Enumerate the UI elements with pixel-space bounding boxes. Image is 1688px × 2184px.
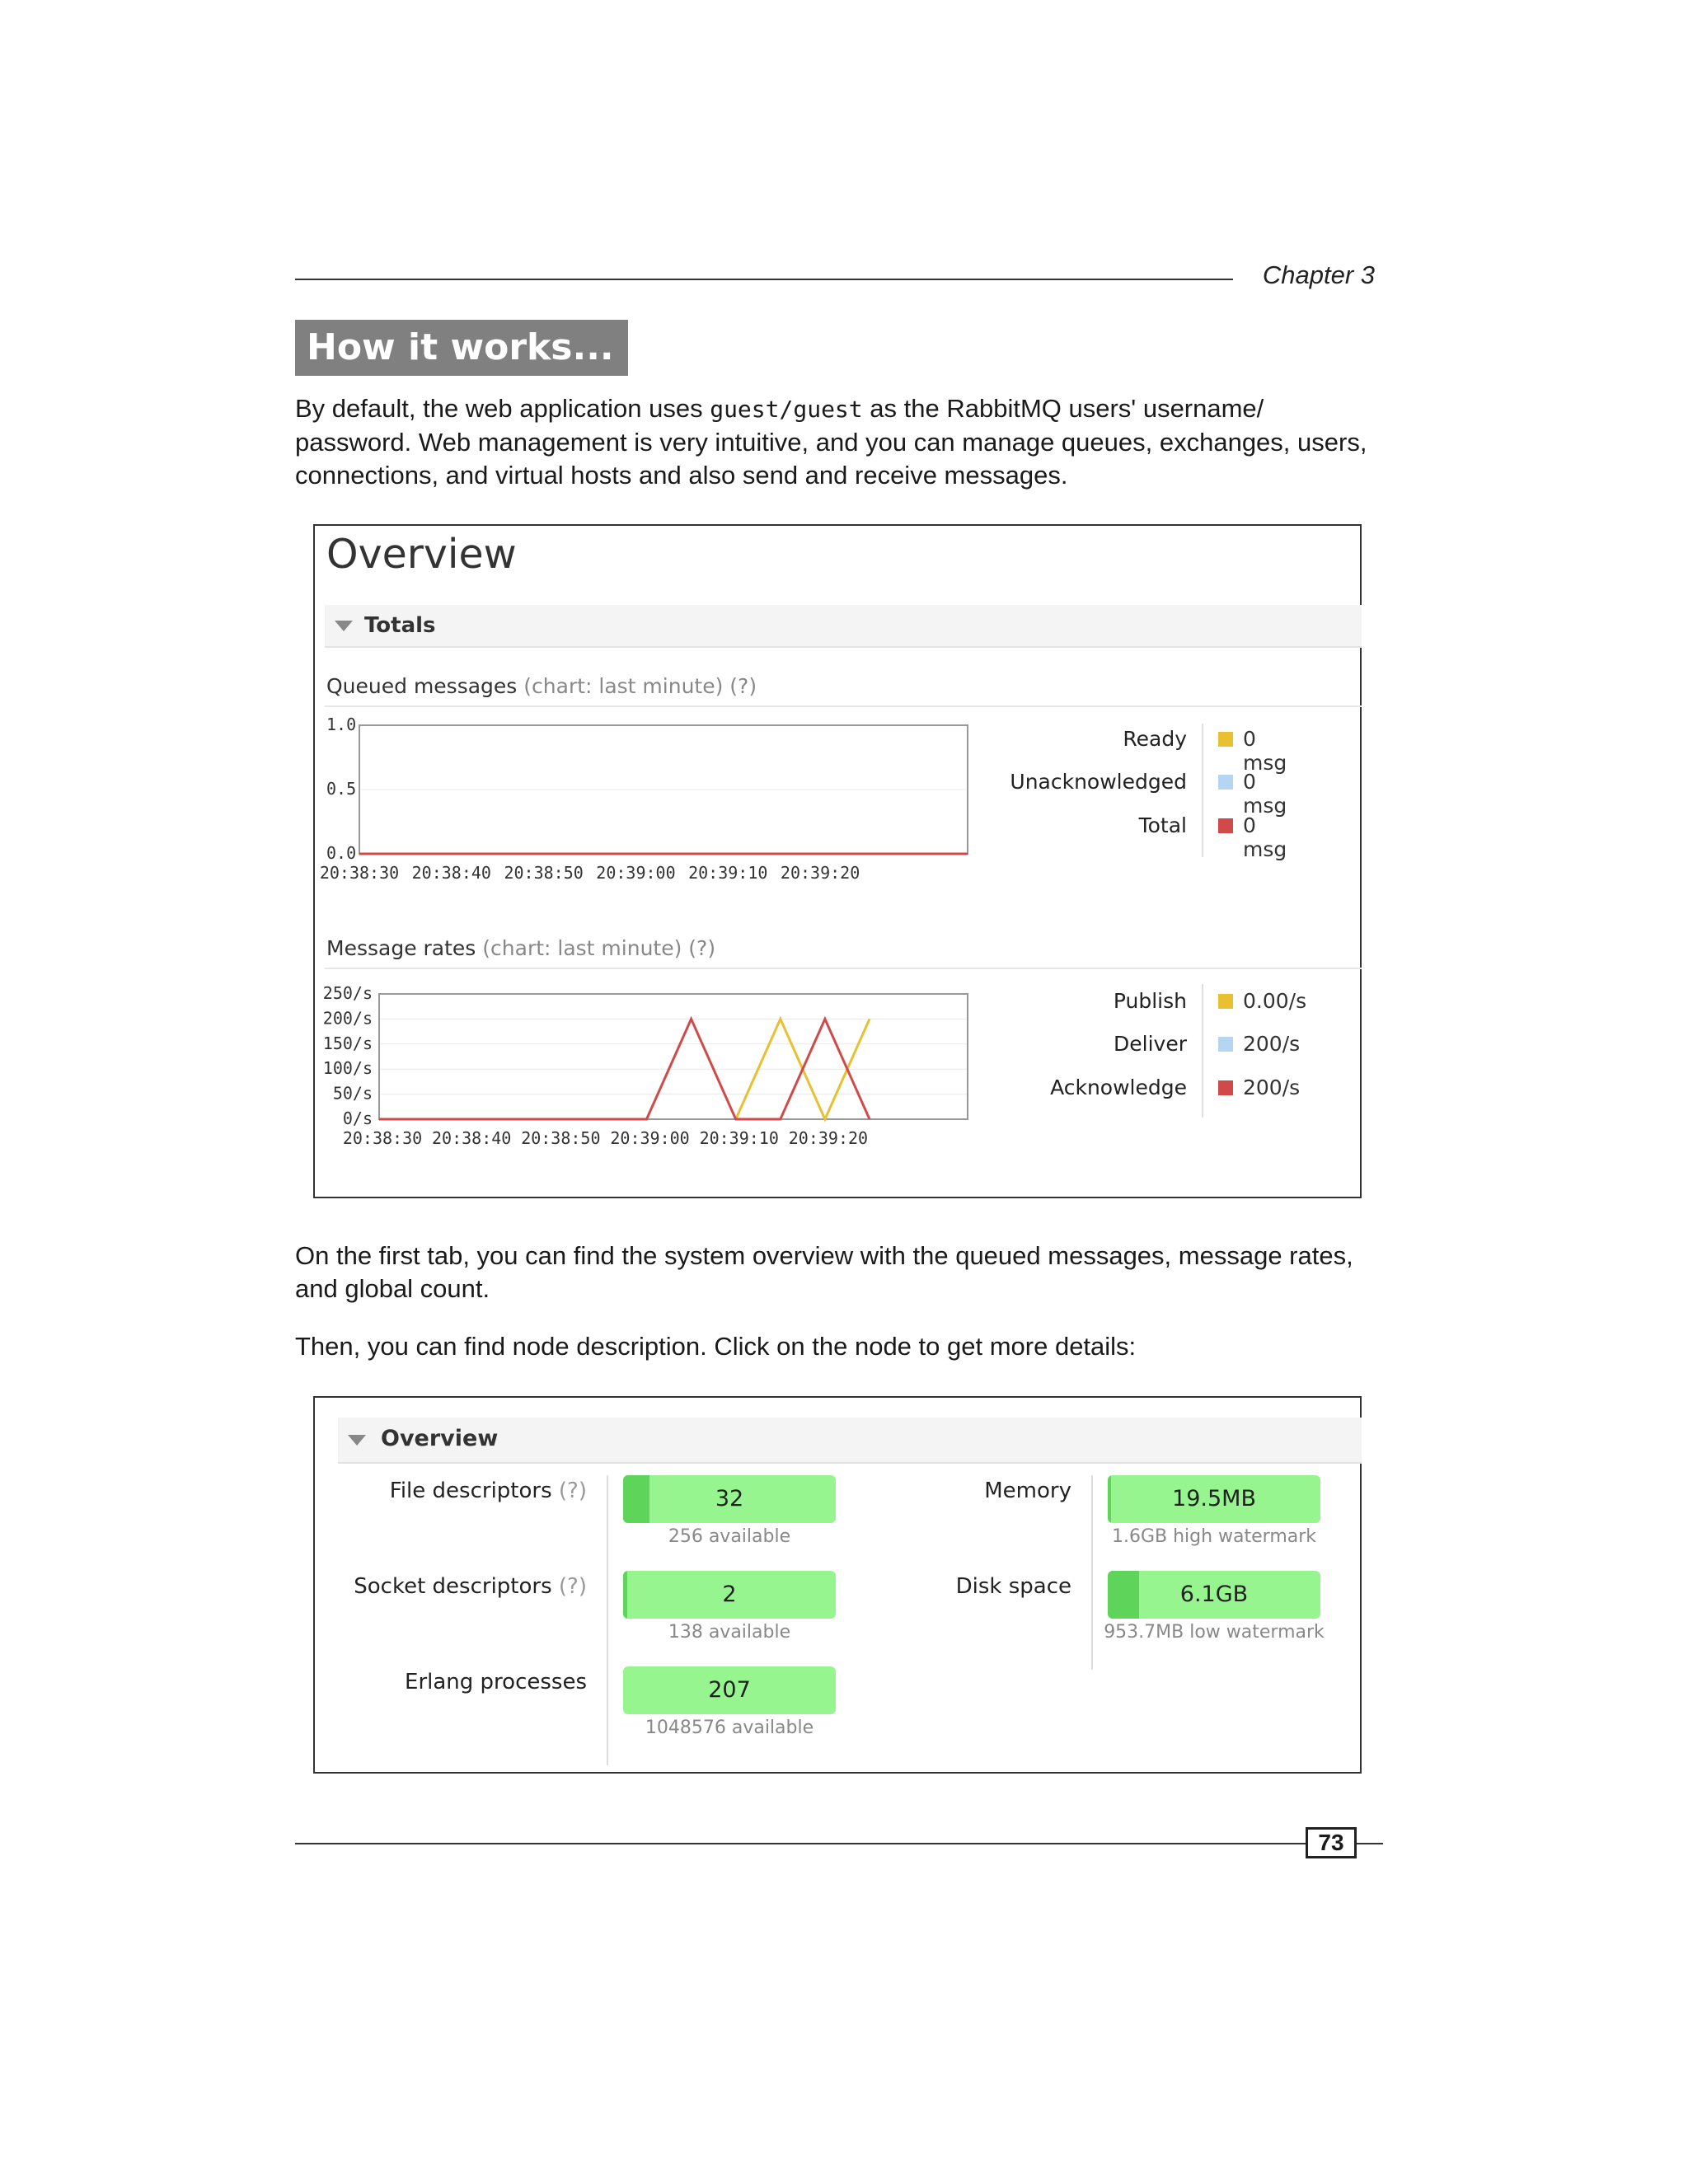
legend-unacked-label: Unacknowledged (1010, 770, 1187, 794)
right-column-divider (1091, 1475, 1093, 1670)
x-tick-label: 20:39:10 (699, 1128, 779, 1148)
socket-descriptors-label (315, 1574, 587, 1599)
x-tick-label: 20:38:30 (342, 1128, 423, 1148)
socket-descriptors-meter (623, 1571, 836, 1619)
page-number: 73 (1306, 1827, 1357, 1858)
memory-meter (1108, 1475, 1320, 1523)
node-overview-label: Overview (381, 1426, 499, 1451)
x-tick-label: 20:39:20 (788, 1128, 869, 1148)
intro-paragraph (295, 392, 1383, 492)
rates-heading-text: Message rates (326, 936, 476, 960)
queued-legend-divider (1202, 724, 1203, 857)
disk-space-value: 6.1GB (1179, 1582, 1249, 1607)
overview-paragraph: On the first tab, you can find the system overview with the queued messages, message rates, and global count. (295, 1241, 1353, 1303)
file-descriptors-available: 256 available (668, 1526, 791, 1547)
intro-text-end: as the RabbitMQ users' username/ password. Web management is very intuitive, and you can manage queues, exchanges, users, connections, and virtual hosts and also send and receive messages. (295, 394, 1367, 490)
file-descriptors-label (315, 1479, 587, 1503)
y-tick-label: 0.5 (326, 779, 357, 799)
credentials-code: guest/guest (710, 396, 863, 423)
left-column-divider (607, 1475, 608, 1765)
legend-ready-value: 0 msg (1243, 727, 1287, 775)
rates-hint[interactable]: (chart: last minute) (?) (482, 936, 716, 960)
totals-toggle[interactable] (325, 605, 1362, 648)
erlang-processes-meter (623, 1666, 836, 1714)
y-tick-label: 1.0 (326, 715, 357, 734)
intro-text-start: By default, the web application uses (295, 394, 710, 423)
y-tick-label: 150/s (322, 1033, 373, 1053)
memory-watermark: 1.6GB high watermark (1111, 1526, 1317, 1547)
legend-ready-label: Ready (1123, 727, 1187, 751)
y-tick-label: 100/s (322, 1058, 373, 1079)
section-heading: How it works... (295, 320, 628, 376)
erlang-processes-available: 1048576 available (645, 1718, 814, 1738)
header-rule (295, 279, 1233, 280)
erlang-processes-label: Erlang processes (405, 1670, 587, 1694)
y-tick-label: 0.0 (326, 843, 357, 863)
node-screenshot (313, 1396, 1362, 1774)
y-tick-label: 0/s (342, 1108, 373, 1128)
queued-rule (325, 705, 1362, 707)
x-tick-label: 20:38:40 (411, 863, 491, 883)
totals-label: Totals (364, 613, 436, 638)
legend-deliver-value: 200/s (1243, 1032, 1301, 1056)
legend-unacked-swatch (1218, 775, 1233, 790)
rates-heading (326, 936, 715, 960)
queued-heading (326, 674, 757, 698)
legend-total-swatch (1218, 818, 1233, 833)
x-tick-label: 20:38:50 (521, 1128, 601, 1148)
collapse-triangle-icon (348, 1435, 366, 1446)
collapse-triangle-icon (335, 621, 353, 631)
node-overview-toggle[interactable] (338, 1418, 1362, 1464)
overview-screenshot (313, 524, 1362, 1198)
queued-heading-text: Queued messages (326, 674, 518, 698)
x-tick-label: 20:38:40 (432, 1128, 512, 1148)
rates-legend-divider (1202, 984, 1203, 1118)
legend-ready-swatch (1218, 732, 1233, 747)
file-descriptors-hint[interactable]: (?) (558, 1479, 587, 1503)
legend-unacked-value: 0 msg (1243, 770, 1287, 818)
socket-descriptors-value: 2 (722, 1582, 737, 1607)
queued-chart (315, 710, 974, 900)
x-tick-label: 20:39:00 (596, 863, 676, 883)
legend-ack-swatch (1218, 1080, 1233, 1095)
x-tick-label: 20:39:20 (780, 863, 860, 883)
disk-space-watermark: 953.7MB low watermark (1104, 1622, 1325, 1643)
legend-publish-value: 0.00/s (1243, 989, 1307, 1013)
overview-title: Overview (326, 531, 517, 578)
memory-label: Memory (984, 1479, 1071, 1503)
memory-value: 19.5MB (1172, 1486, 1256, 1511)
x-tick-label: 20:38:30 (319, 863, 400, 883)
y-tick-label: 250/s (322, 983, 373, 1003)
erlang-processes-value: 207 (708, 1677, 751, 1703)
x-tick-label: 20:39:00 (610, 1128, 690, 1148)
legend-deliver-label: Deliver (1114, 1032, 1187, 1056)
rates-chart (315, 972, 974, 1179)
x-tick-label: 20:38:50 (504, 863, 584, 883)
y-tick-label: 50/s (332, 1083, 373, 1104)
legend-publish-swatch (1218, 994, 1233, 1009)
legend-deliver-swatch (1218, 1037, 1233, 1052)
chapter-label: Chapter 3 (1262, 260, 1375, 289)
node-paragraph: Then, you can find node description. Click on the node to get more details: (295, 1332, 1137, 1361)
disk-space-label: Disk space (955, 1574, 1071, 1599)
socket-descriptors-text: Socket descriptors (354, 1574, 552, 1599)
x-tick-label: 20:39:10 (688, 863, 768, 883)
y-tick-label: 200/s (322, 1008, 373, 1029)
file-descriptors-meter (623, 1475, 836, 1523)
legend-ack-value: 200/s (1243, 1076, 1301, 1099)
legend-total-value: 0 msg (1243, 813, 1287, 861)
socket-descriptors-hint[interactable]: (?) (558, 1574, 587, 1599)
disk-space-meter (1108, 1571, 1320, 1619)
queued-hint[interactable]: (chart: last minute) (?) (523, 674, 757, 698)
footer-rule (295, 1843, 1383, 1844)
legend-total-label: Total (1138, 813, 1187, 837)
file-descriptors-text: File descriptors (389, 1479, 552, 1503)
legend-publish-label: Publish (1113, 989, 1187, 1013)
socket-descriptors-available: 138 available (668, 1622, 791, 1643)
rates-rule (325, 968, 1362, 969)
legend-ack-label: Acknowledge (1050, 1076, 1187, 1099)
file-descriptors-value: 32 (715, 1486, 744, 1511)
